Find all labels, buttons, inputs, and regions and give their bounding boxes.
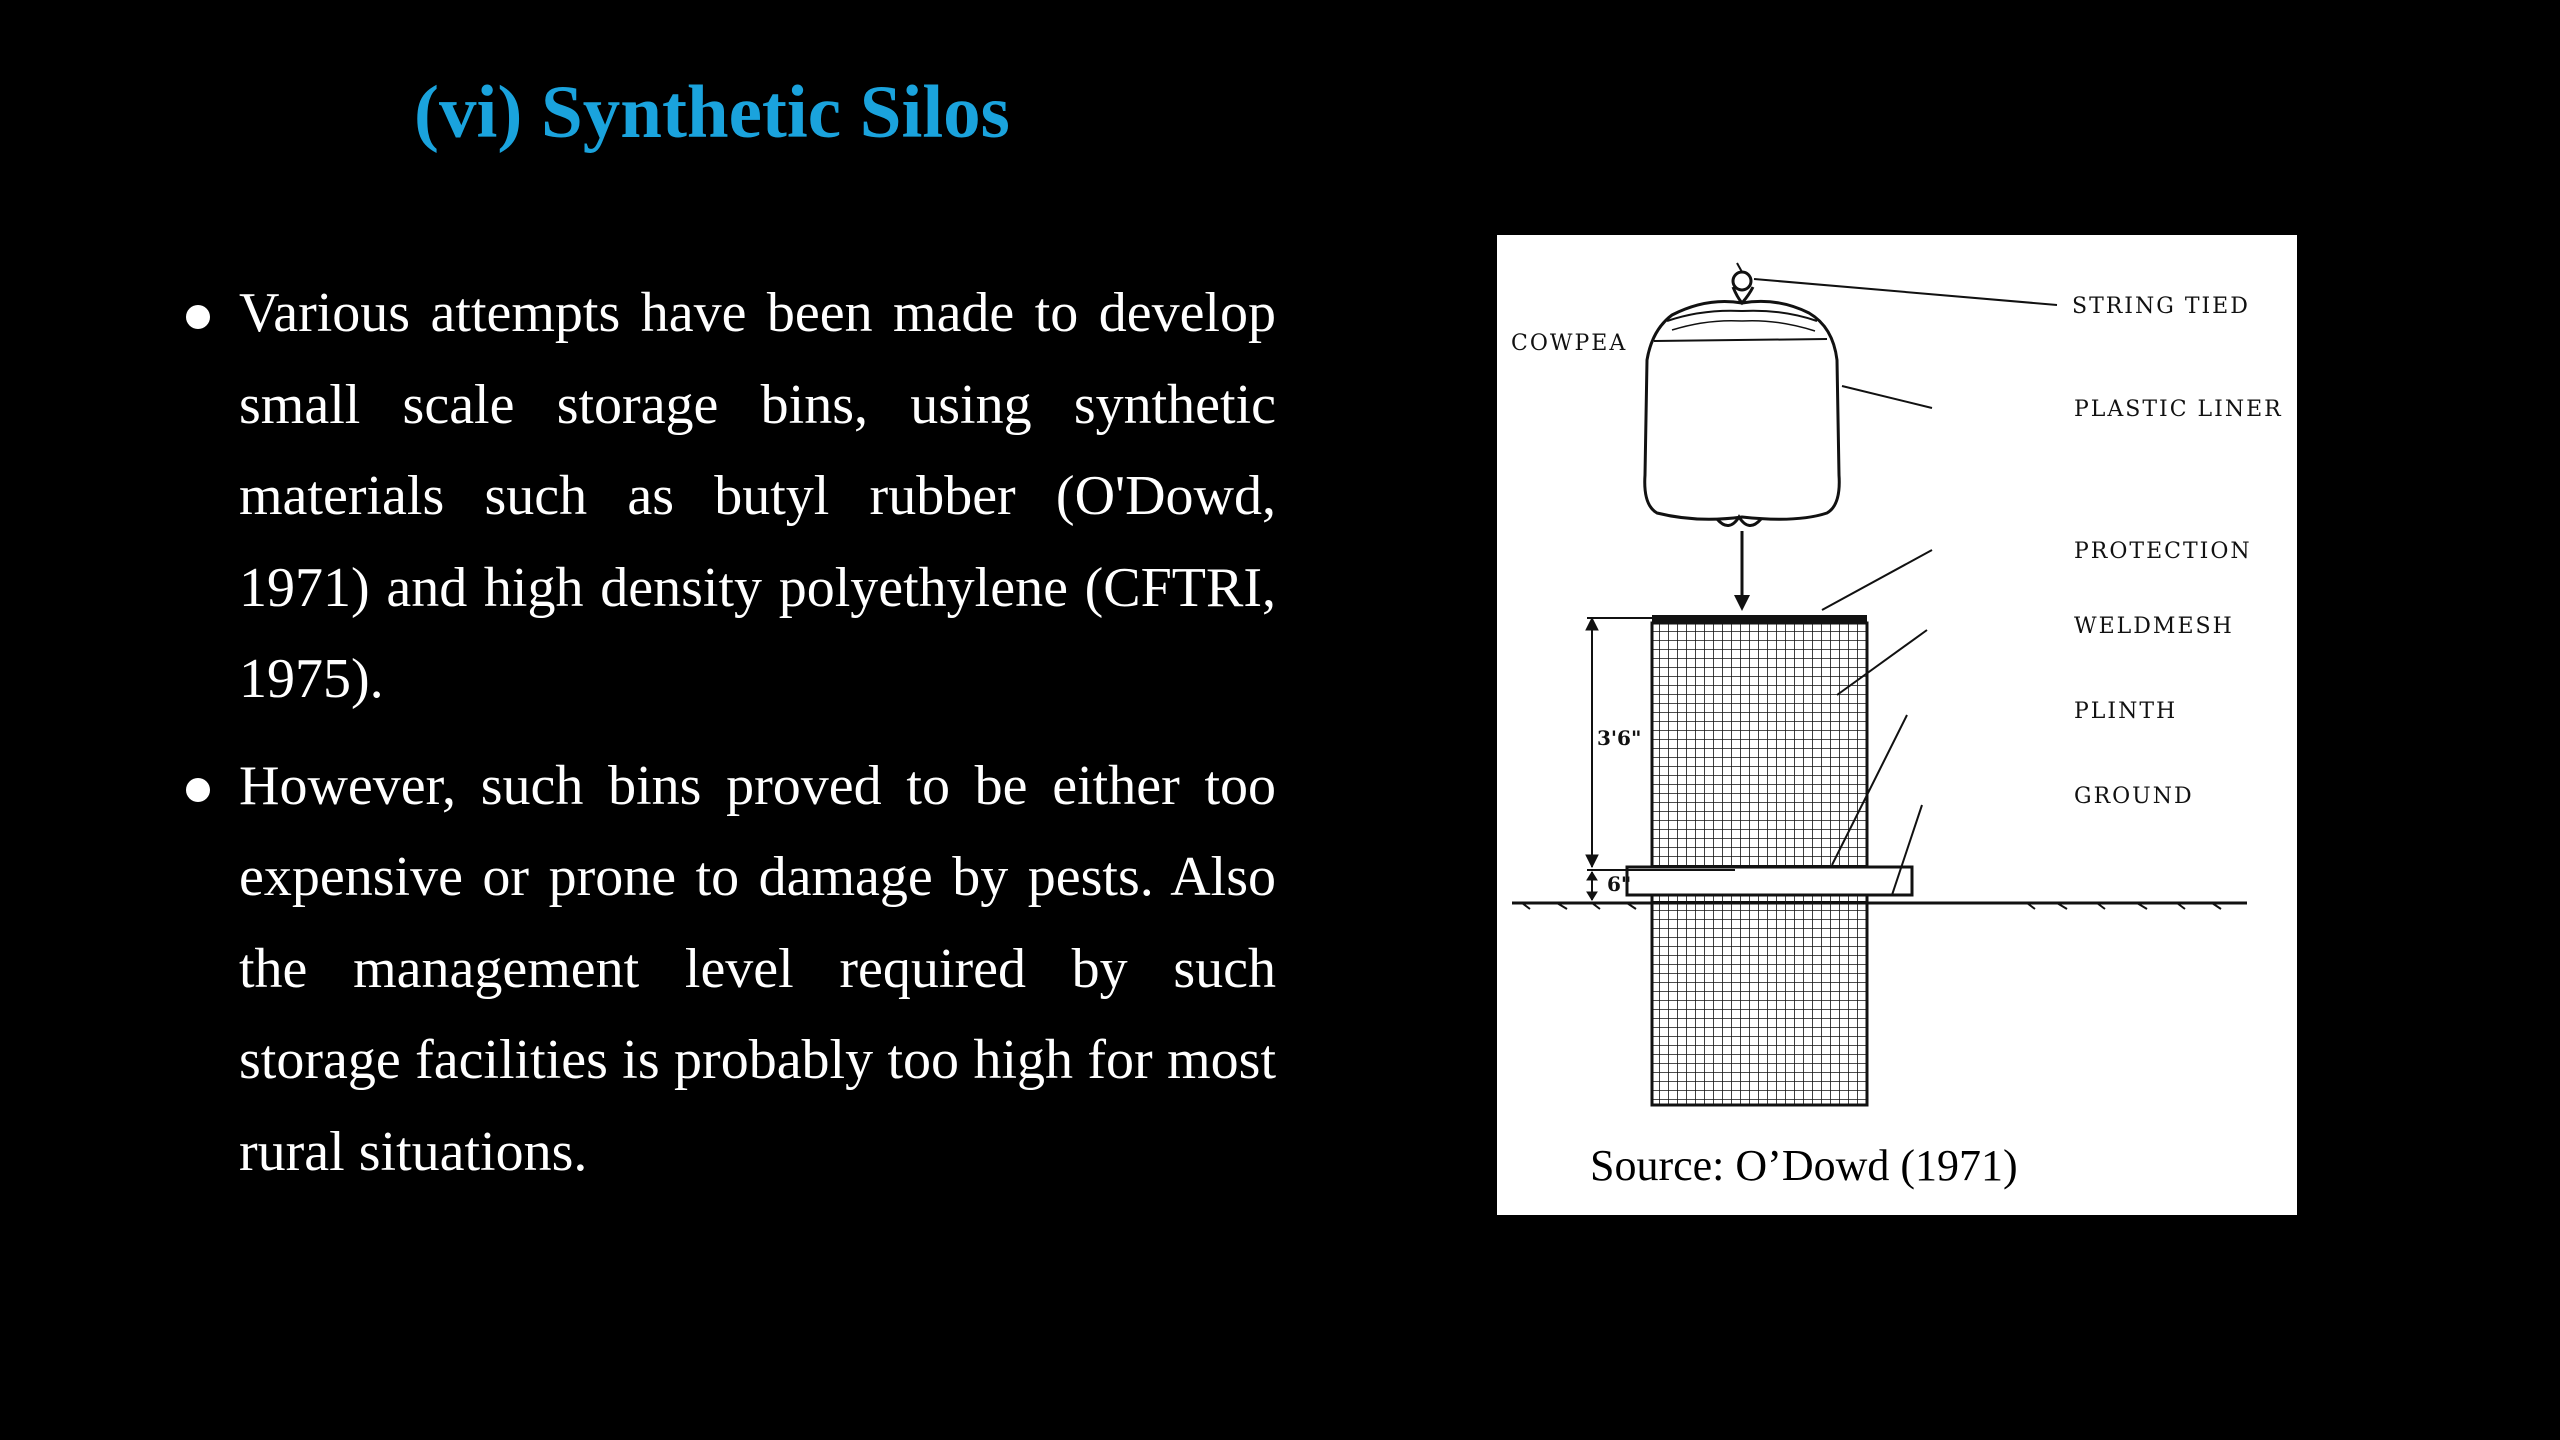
- plinth-dimension-label: 6": [1607, 872, 1632, 896]
- bullet-list: [180, 268, 1276, 1213]
- silo-figure: [1497, 235, 2297, 1215]
- plastic-liner-bag: [1645, 301, 1840, 525]
- bullet-item-1: [180, 268, 1276, 726]
- plastic-liner-label: PLASTIC LINER: [2074, 397, 2283, 422]
- slide-title: (vi) Synthetic Silos: [414, 71, 1010, 154]
- height-dimension-label: 3'6": [1597, 726, 1642, 750]
- figure-caption: Source: O’Dowd (1971): [1590, 1141, 2018, 1190]
- string-knot: [1733, 263, 1753, 303]
- silo-diagram: [1497, 235, 2297, 1215]
- bullet-dot-icon: [186, 778, 210, 802]
- plinth: [1627, 867, 1912, 895]
- protection-label: PROTECTION: [2074, 539, 2252, 564]
- bullet-item-2: [180, 741, 1276, 1199]
- bullet-text-1: Various attempts have been made to develop small scale storage bins, using synthetic materials such as butyl rubber (O'Dowd, 1971) and high density polyethylene (CFTRI, 1975).: [239, 282, 1276, 710]
- weldmesh-label: WELDMESH: [2074, 614, 2234, 639]
- ground-line: [1512, 903, 2247, 909]
- bullet-text-2: However, such bins proved to be either too expensive or prone to damage by pests. Also the management level required by such storage facilities is probably too high for most rural situations.: [239, 754, 1276, 1183]
- bullet-dot-icon: [186, 305, 210, 329]
- arrow-down-icon: [1734, 531, 1750, 611]
- cowpea-label: COWPEA: [1511, 331, 1628, 356]
- plinth-label: PLINTH: [2074, 699, 2178, 724]
- ground-label: GROUND: [2074, 784, 2194, 809]
- string-tied-label: STRING TIED: [2072, 294, 2250, 319]
